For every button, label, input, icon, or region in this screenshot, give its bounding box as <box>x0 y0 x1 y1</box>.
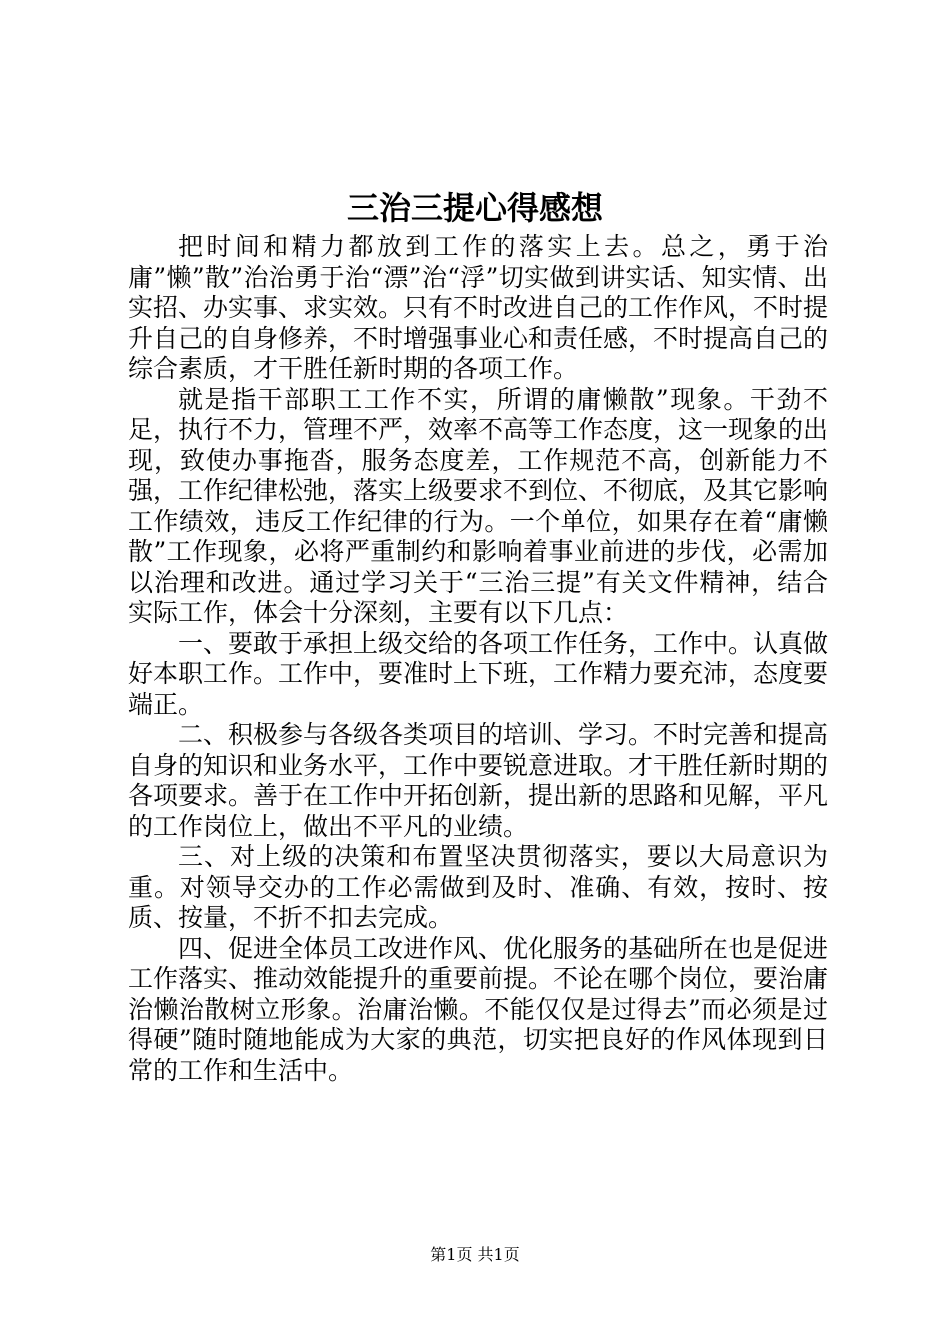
paragraph-1: 把时间和精力都放到工作的落实上去。总之，勇于治庸”懒”散”治治勇于治“漂”治“浮”切实做到讲实话、知实情、出实招、办实事、求实效。只有不时改进自己的工作作风，不时提升自己的自身修养，不时增强事业心和责任感，不时提高自己的综合素质，才干胜任新时期的各项工作。 <box>128 232 829 383</box>
paragraph-4: 二、积极参与各级各类项目的培训、学习。不时完善和提高自身的知识和业务水平，工作中要锐意进取。才干胜任新时期的各项要求。善于在工作中开拓创新，提出新的思路和见解，平凡的工作岗位上，做出不平凡的业绩。 <box>128 720 829 841</box>
paragraph-6: 四、促进全体员工改进作风、优化服务的基础所在也是促进工作落实、推动效能提升的重要前提。不论在哪个岗位，要治庸治懒治散树立形象。治庸治懒。不能仅仅是过得去”而必须是过得硬”随时随地能成为大家的典范，切实把良好的作风体现到日常的工作和生活中。 <box>128 933 829 1085</box>
document-body <box>128 232 828 1086</box>
document-title: 三治三提心得感想 <box>346 189 603 227</box>
paragraph-2: 就是指干部职工工作不实，所谓的庸懒散”现象。干劲不足，执行不力，管理不严，效率不高等工作态度，这一现象的出现，致使办事拖沓，服务态度差，工作规范不高，创新能力不强，工作纪律松弛，落实上级要求不到位、不彻底，及其它影响工作绩效，违反工作纪律的行为。一个单位，如果存在着“庸懒散”工作现象，必将严重制约和影响着事业前进的步伐，必需加以治理和改进。通过学习关于“三治三提”有关文件精神，结合实际工作，体会十分深刻，主要有以下几点： <box>128 384 829 627</box>
paragraph-5: 三、对上级的决策和布置坚决贯彻落实，要以大局意识为重。对领导交办的工作必需做到及时、准确、有效，按时、按质、按量，不折不扣去完成。 <box>128 842 828 932</box>
paragraph-3: 一、要敢于承担上级交给的各项工作任务，工作中。认真做好本职工作。工作中，要准时上下班，工作精力要充沛，态度要端正。 <box>128 628 829 719</box>
page-footer: 第1页 共1页 <box>430 1245 520 1264</box>
